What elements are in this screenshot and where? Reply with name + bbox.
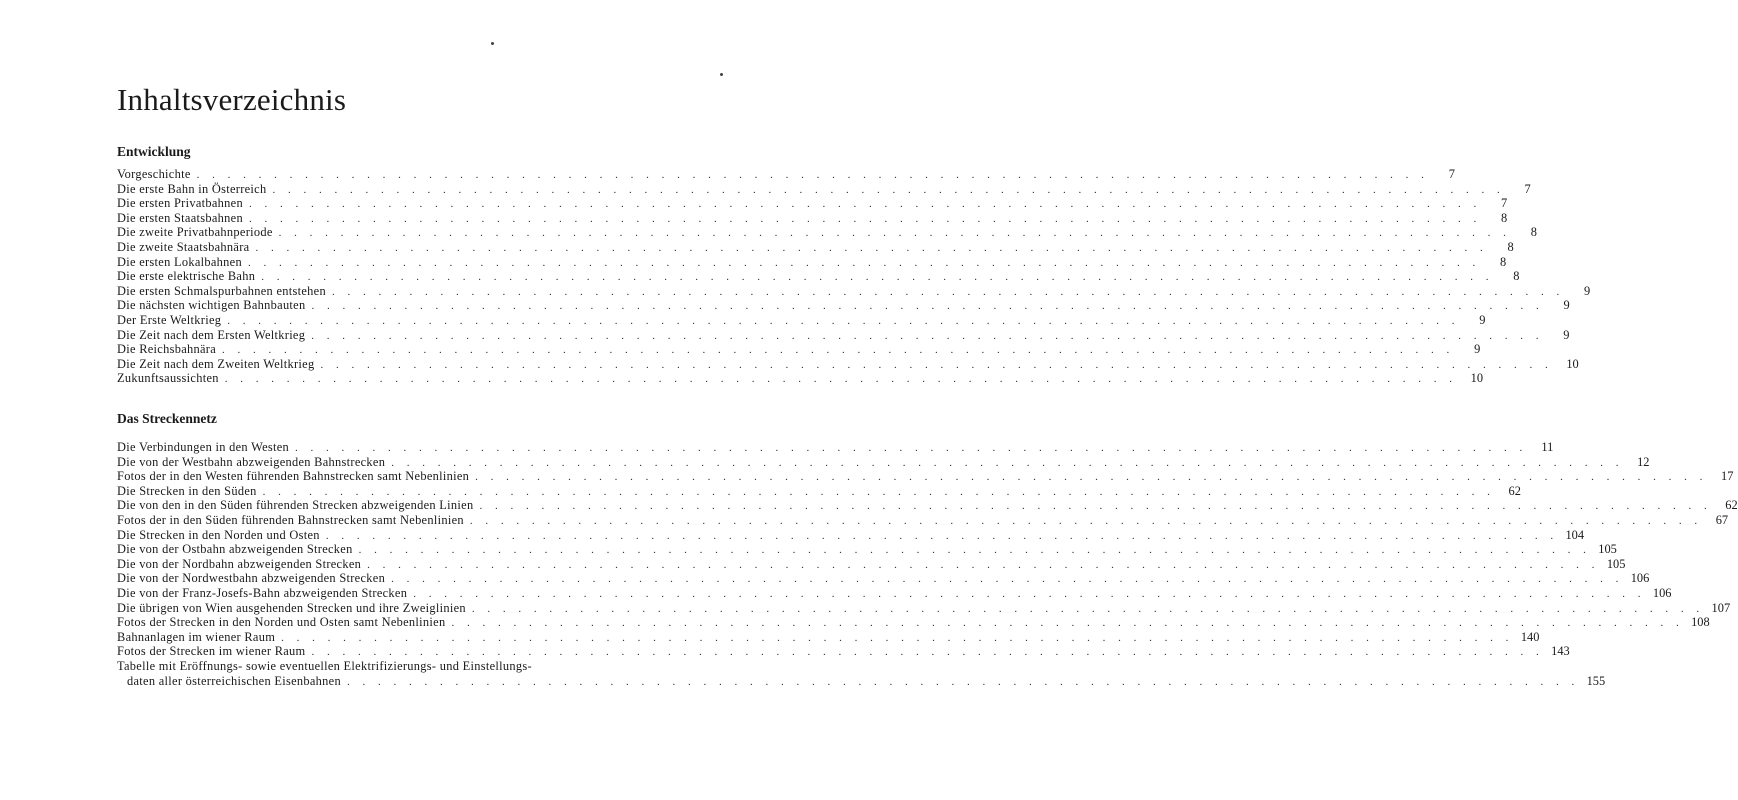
toc-entry-label: Die von den in den Süden führenden Strecken abzweigenden Linien [117,498,474,513]
toc-entry-label: Die von der Nordwestbahn abzweigenden Strecken [117,571,386,586]
toc-entry-label: Die Strecken in den Norden und Osten [117,527,320,542]
toc-page-number: 9 [1584,283,1591,298]
toc-entry-label: Der Erste Weltkrieg [117,312,222,327]
toc-entry [117,196,1508,211]
toc-entry [117,225,1537,240]
toc-entry [117,556,1626,572]
toc-page-number: 106 [1630,571,1650,586]
toc-page-number: 8 [1530,225,1537,240]
toc-page-number: 10 [1566,356,1579,371]
toc-page-number: 8 [1500,254,1507,269]
print-speck [491,42,494,45]
toc-entry-label: Die von der Nordbahn abzweigenden Strecken [117,556,362,571]
toc-entry-label: Die Verbindungen in den Westen [117,440,290,454]
toc-entry [117,585,1672,601]
dot-leader: . . . . . . . . . . . . . . . . . . . . . . . . . . . . . . . . . . . . . . . . . . . . . . . . . . . . . . . . . . . . . . . . . . . . . . . . . . . . . . . . [281,631,1514,644]
dot-leader: . . . . . . . . . . . . . . . . . . . . . . . . . . . . . . . . . . . . . . . . . . . . . . . . . . . . . . . . . . . . . . . . . . . . . . . . . . . . . . . . [295,442,1528,454]
dot-leader: . . . . . . . . . . . . . . . . . . . . . . . . . . . . . . . . . . . . . . . . . . . . . . . . . . . . . . . . . . . . . . . . . . . . . . . . . . . . . . . . [248,198,1482,211]
toc-entry [117,600,1731,616]
dot-leader: . . . . . . . . . . . . . . . . . . . . . . . . . . . . . . . . . . . . . . . . . . . . . . . . . . . . . . . . . . . . . . . . . . . . . . . . . . . . . . . . [471,602,1705,615]
toc-entry [117,342,1481,357]
toc-page-number: 10 [1470,371,1484,386]
toc-page-number: 8 [1507,239,1514,254]
toc-entry-label: Die ersten Schmalspurbahnen entstehen [117,283,326,298]
toc-entry [117,454,1650,470]
toc-section-streckennetz [117,410,1738,688]
toc-page-number: 7 [1501,196,1508,211]
page-title: Inhaltsverzeichnis [117,82,347,117]
dot-leader: . . . . . . . . . . . . . . . . . . . . . . . . . . . . . . . . . . . . . . . . . . . . . . . . . . . . . . . . . . . . . . . . . . . . . . . . . . . . . . . . [469,514,1703,527]
toc-page-number: 107 [1711,600,1731,615]
toc-entry-label: Die von der Ostbahn abzweigenden Strecken [117,542,353,557]
toc-entry-label-continued: daten aller österreichischen Eisenbahnen [127,673,341,688]
toc-page-number: 155 [1586,673,1606,688]
toc-entry-label: Fotos der Strecken in den Norden und Osten samt Nebenlinien [117,615,446,630]
toc-entry [117,483,1521,499]
dot-leader: . . . . . . . . . . . . . . . . . . . . . . . . . . . . . . . . . . . . . . . . . . . . . . . . . . . . . . . . . . . . . . . . . . . . . . . . . . . . . . . . [224,373,1458,386]
dot-leader: . . . . . . . . . . . . . . . . . . . . . . . . . . . . . . . . . . . . . . . . . . . . . . . . . . . . . . . . . . . . . . . . . . . . . . . . . . . . . . . . [325,529,1559,542]
toc-entry-label: Fotos der Strecken im wiener Raum [117,644,306,659]
dot-leader: . . . . . . . . . . . . . . . . . . . . . . . . . . . . . . . . . . . . . . . . . . . . . . . . . . . . . . . . . . . . . . . . . . . . . . . . . . . . . . . . [311,300,1544,313]
dot-leader: . . . . . . . . . . . . . . . . . . . . . . . . . . . . . . . . . . . . . . . . . . . . . . . . . . . . . . . . . . . . . . . . . . . . . . . . . . . . . . . . [248,212,1482,225]
toc-page-number: 9 [1563,327,1570,342]
toc-entry-label: Die übrigen von Wien ausgehenden Strecken und ihre Zweiglinien [117,600,466,615]
toc-entry-list [117,440,1738,688]
dot-leader: . . . . . . . . . . . . . . . . . . . . . . . . . . . . . . . . . . . . . . . . . . . . . . . . . . . . . . . . . . . . . . . . . . . . . . . . . . . . . . . . [391,573,1624,586]
toc-page-number: 106 [1652,585,1672,600]
toc-entry-label: Die zweite Privatbahnperiode [117,225,273,240]
toc-entry [117,469,1734,484]
dot-leader: . . . . . . . . . . . . . . . . . . . . . . . . . . . . . . . . . . . . . . . . . . . . . . . . . . . . . . . . . . . . . . . . . . . . . . . . . . . . . . . . [331,285,1565,298]
toc-entry-label: Die zweite Staatsbahnära [117,239,250,254]
toc-entry [117,254,1507,270]
toc-page-number: 17 [1721,469,1734,484]
toc-entry-label: Die Strecken in den Süden [117,483,257,498]
toc-entry-label: Die ersten Staatsbahnen [117,210,243,225]
dot-leader: . . . . . . . . . . . . . . . . . . . . . . . . . . . . . . . . . . . . . . . . . . . . . . . . . . . . . . . . . . . . . . . . . . . . . . . . . . . . . . . . [262,485,1495,498]
toc-entry [117,527,1585,543]
toc-entry-label: Die von der Westbahn abzweigenden Bahnstrecken [117,454,386,469]
dot-leader: . . . . . . . . . . . . . . . . . . . . . . . . . . . . . . . . . . . . . . . . . . . . . . . . . . . . . . . . . . . . . . . . . . . . . . . . . . . . . . . . [346,675,1580,688]
toc-page-number: 105 [1606,556,1626,571]
dot-leader: . . . . . . . . . . . . . . . . . . . . . . . . . . . . . . . . . . . . . . . . . . . . . . . . . . . . . . . . . . . . . . . . . . . . . . . . . . . . . . . . [261,271,1494,284]
toc-page-number: 67 [1715,512,1729,527]
toc-entry [117,356,1579,372]
toc-page-number: 104 [1565,527,1585,542]
toc-entry-label: Tabelle mit Eröffnungs- sowie eventuellen Elektrifizierungs- und Einstellungs- [117,658,532,673]
dot-leader: . . . . . . . . . . . . . . . . . . . . . . . . . . . . . . . . . . . . . . . . . . . . . . . . . . . . . . . . . . . . . . . . . . . . . . . . . . . . . . . . [367,558,1600,571]
print-speck [720,73,723,76]
toc-entry-label: Zukunftsaussichten [117,371,219,386]
toc-entry [117,615,1710,630]
dot-leader: . . . . . . . . . . . . . . . . . . . . . . . . . . . . . . . . . . . . . . . . . . . . . . . . . . . . . . . . . . . . . . . . . . . . . . . . . . . . . . . . [247,256,1481,269]
toc-entry [117,371,1484,386]
dot-leader: . . . . . . . . . . . . . . . . . . . . . . . . . . . . . . . . . . . . . . . . . . . . . . . . . . . . . . . . . . . . . . . . . . . . . . . . . . . . . . . . [475,471,1708,484]
section-heading: Entwicklung [117,144,191,159]
toc-section-entwicklung [117,143,1591,386]
toc-page-number: 62 [1508,483,1521,498]
toc-entry-label: Fotos der in den Westen führenden Bahnstrecken samt Nebenlinien [117,469,470,484]
toc-entry [117,629,1540,645]
toc-entry [117,283,1591,299]
toc-page-number: 7 [1524,181,1531,196]
toc-entry [117,181,1531,197]
dot-leader: . . . . . . . . . . . . . . . . . . . . . . . . . . . . . . . . . . . . . . . . . . . . . . . . . . . . . . . . . . . . . . . . . . . . . . . . . . . . . . . . [311,646,1544,659]
dot-leader: . . . . . . . . . . . . . . . . . . . . . . . . . . . . . . . . . . . . . . . . . . . . . . . . . . . . . . . . . . . . . . . . . . . . . . . . . . . . . . . . [451,617,1684,630]
toc-entry-label: Die von der Franz-Josefs-Bahn abzweigenden Strecken [117,585,408,600]
dot-leader: . . . . . . . . . . . . . . . . . . . . . . . . . . . . . . . . . . . . . . . . . . . . . . . . . . . . . . . . . . . . . . . . . . . . . . . . . . . . . . . . [196,169,1429,181]
dot-leader: . . . . . . . . . . . . . . . . . . . . . . . . . . . . . . . . . . . . . . . . . . . . . . . . . . . . . . . . . . . . . . . . . . . . . . . . . . . . . . . . [222,344,1455,357]
toc-entry [117,644,1570,659]
toc-entry-list [117,167,1591,386]
toc-entry [117,312,1486,328]
toc-page-number: 140 [1520,629,1540,644]
dot-leader: . . . . . . . . . . . . . . . . . . . . . . . . . . . . . . . . . . . . . . . . . . . . . . . . . . . . . . . . . . . . . . . . . . . . . . . . . . . . . . . . [278,227,1511,240]
toc-entry [117,167,1455,182]
toc-entry [117,210,1508,226]
toc-entry-label: Die ersten Privatbahnen [117,196,243,211]
toc-entry-label: Die erste elektrische Bahn [117,269,256,284]
toc-page-number: 9 [1474,342,1481,357]
toc-entry-label: Vorgeschichte [117,167,191,181]
toc-entry [117,269,1520,284]
toc-entry-label: Fotos der in den Süden führenden Bahnstrecken samt Nebenlinien [117,512,464,527]
toc-entry-label: Die erste Bahn in Österreich [117,181,267,196]
dot-leader: . . . . . . . . . . . . . . . . . . . . . . . . . . . . . . . . . . . . . . . . . . . . . . . . . . . . . . . . . . . . . . . . . . . . . . . . . . . . . . . . [272,183,1505,196]
toc-page-number: 143 [1551,644,1570,659]
toc-page-number: 105 [1598,542,1617,557]
toc-entry [117,658,1606,688]
dot-leader: . . . . . . . . . . . . . . . . . . . . . . . . . . . . . . . . . . . . . . . . . . . . . . . . . . . . . . . . . . . . . . . . . . . . . . . . . . . . . . . . [311,329,1544,342]
dot-leader: . . . . . . . . . . . . . . . . . . . . . . . . . . . . . . . . . . . . . . . . . . . . . . . . . . . . . . . . . . . . . . . . . . . . . . . . . . . . . . . . [391,456,1624,469]
dot-leader: . . . . . . . . . . . . . . . . . . . . . . . . . . . . . . . . . . . . . . . . . . . . . . . . . . . . . . . . . . . . . . . . . . . . . . . . . . . . . . . . [227,314,1460,327]
toc-entry-label: Die nächsten wichtigen Bahnbauten [117,298,306,313]
toc-entry [117,571,1650,586]
dot-leader: . . . . . . . . . . . . . . . . . . . . . . . . . . . . . . . . . . . . . . . . . . . . . . . . . . . . . . . . . . . . . . . . . . . . . . . . . . . . . . . . [479,500,1712,513]
toc-page-number: 8 [1501,210,1508,225]
toc-entry-label: Die Reichsbahnära [117,342,217,357]
toc-entry-label: Die ersten Lokalbahnen [117,254,242,269]
toc-page-number: 108 [1691,615,1710,630]
toc-entry-label: Die Zeit nach dem Zweiten Weltkrieg [117,356,315,371]
toc-entry [117,327,1570,343]
toc-page-number: 8 [1513,269,1520,284]
section-heading: Das Streckennetz [117,411,217,426]
toc-page-number: 9 [1479,312,1486,327]
dot-leader: . . . . . . . . . . . . . . . . . . . . . . . . . . . . . . . . . . . . . . . . . . . . . . . . . . . . . . . . . . . . . . . . . . . . . . . . . . . . . . . . [358,544,1591,557]
toc-entry-label: Die Zeit nach dem Ersten Weltkrieg [117,327,306,342]
toc-entry [117,512,1729,528]
toc-entry [117,298,1570,313]
toc-entry [117,440,1554,455]
dot-leader: . . . . . . . . . . . . . . . . . . . . . . . . . . . . . . . . . . . . . . . . . . . . . . . . . . . . . . . . . . . . . . . . . . . . . . . . . . . . . . . . [255,241,1488,254]
toc-page-number: 11 [1541,440,1554,454]
toc-page-number: 62 [1725,498,1738,513]
toc-entry [117,542,1617,557]
toc-page-number: 12 [1637,454,1650,469]
toc-page-number: 7 [1448,167,1455,181]
dot-leader: . . . . . . . . . . . . . . . . . . . . . . . . . . . . . . . . . . . . . . . . . . . . . . . . . . . . . . . . . . . . . . . . . . . . . . . . . . . . . . . . [320,358,1553,371]
toc-entry [117,239,1514,255]
toc-entry-label: Bahnanlagen im wiener Raum [117,629,276,644]
toc-entry [117,498,1738,513]
toc-page-number: 9 [1563,298,1570,313]
dot-leader: . . . . . . . . . . . . . . . . . . . . . . . . . . . . . . . . . . . . . . . . . . . . . . . . . . . . . . . . . . . . . . . . . . . . . . . . . . . . . . . . [413,587,1646,600]
